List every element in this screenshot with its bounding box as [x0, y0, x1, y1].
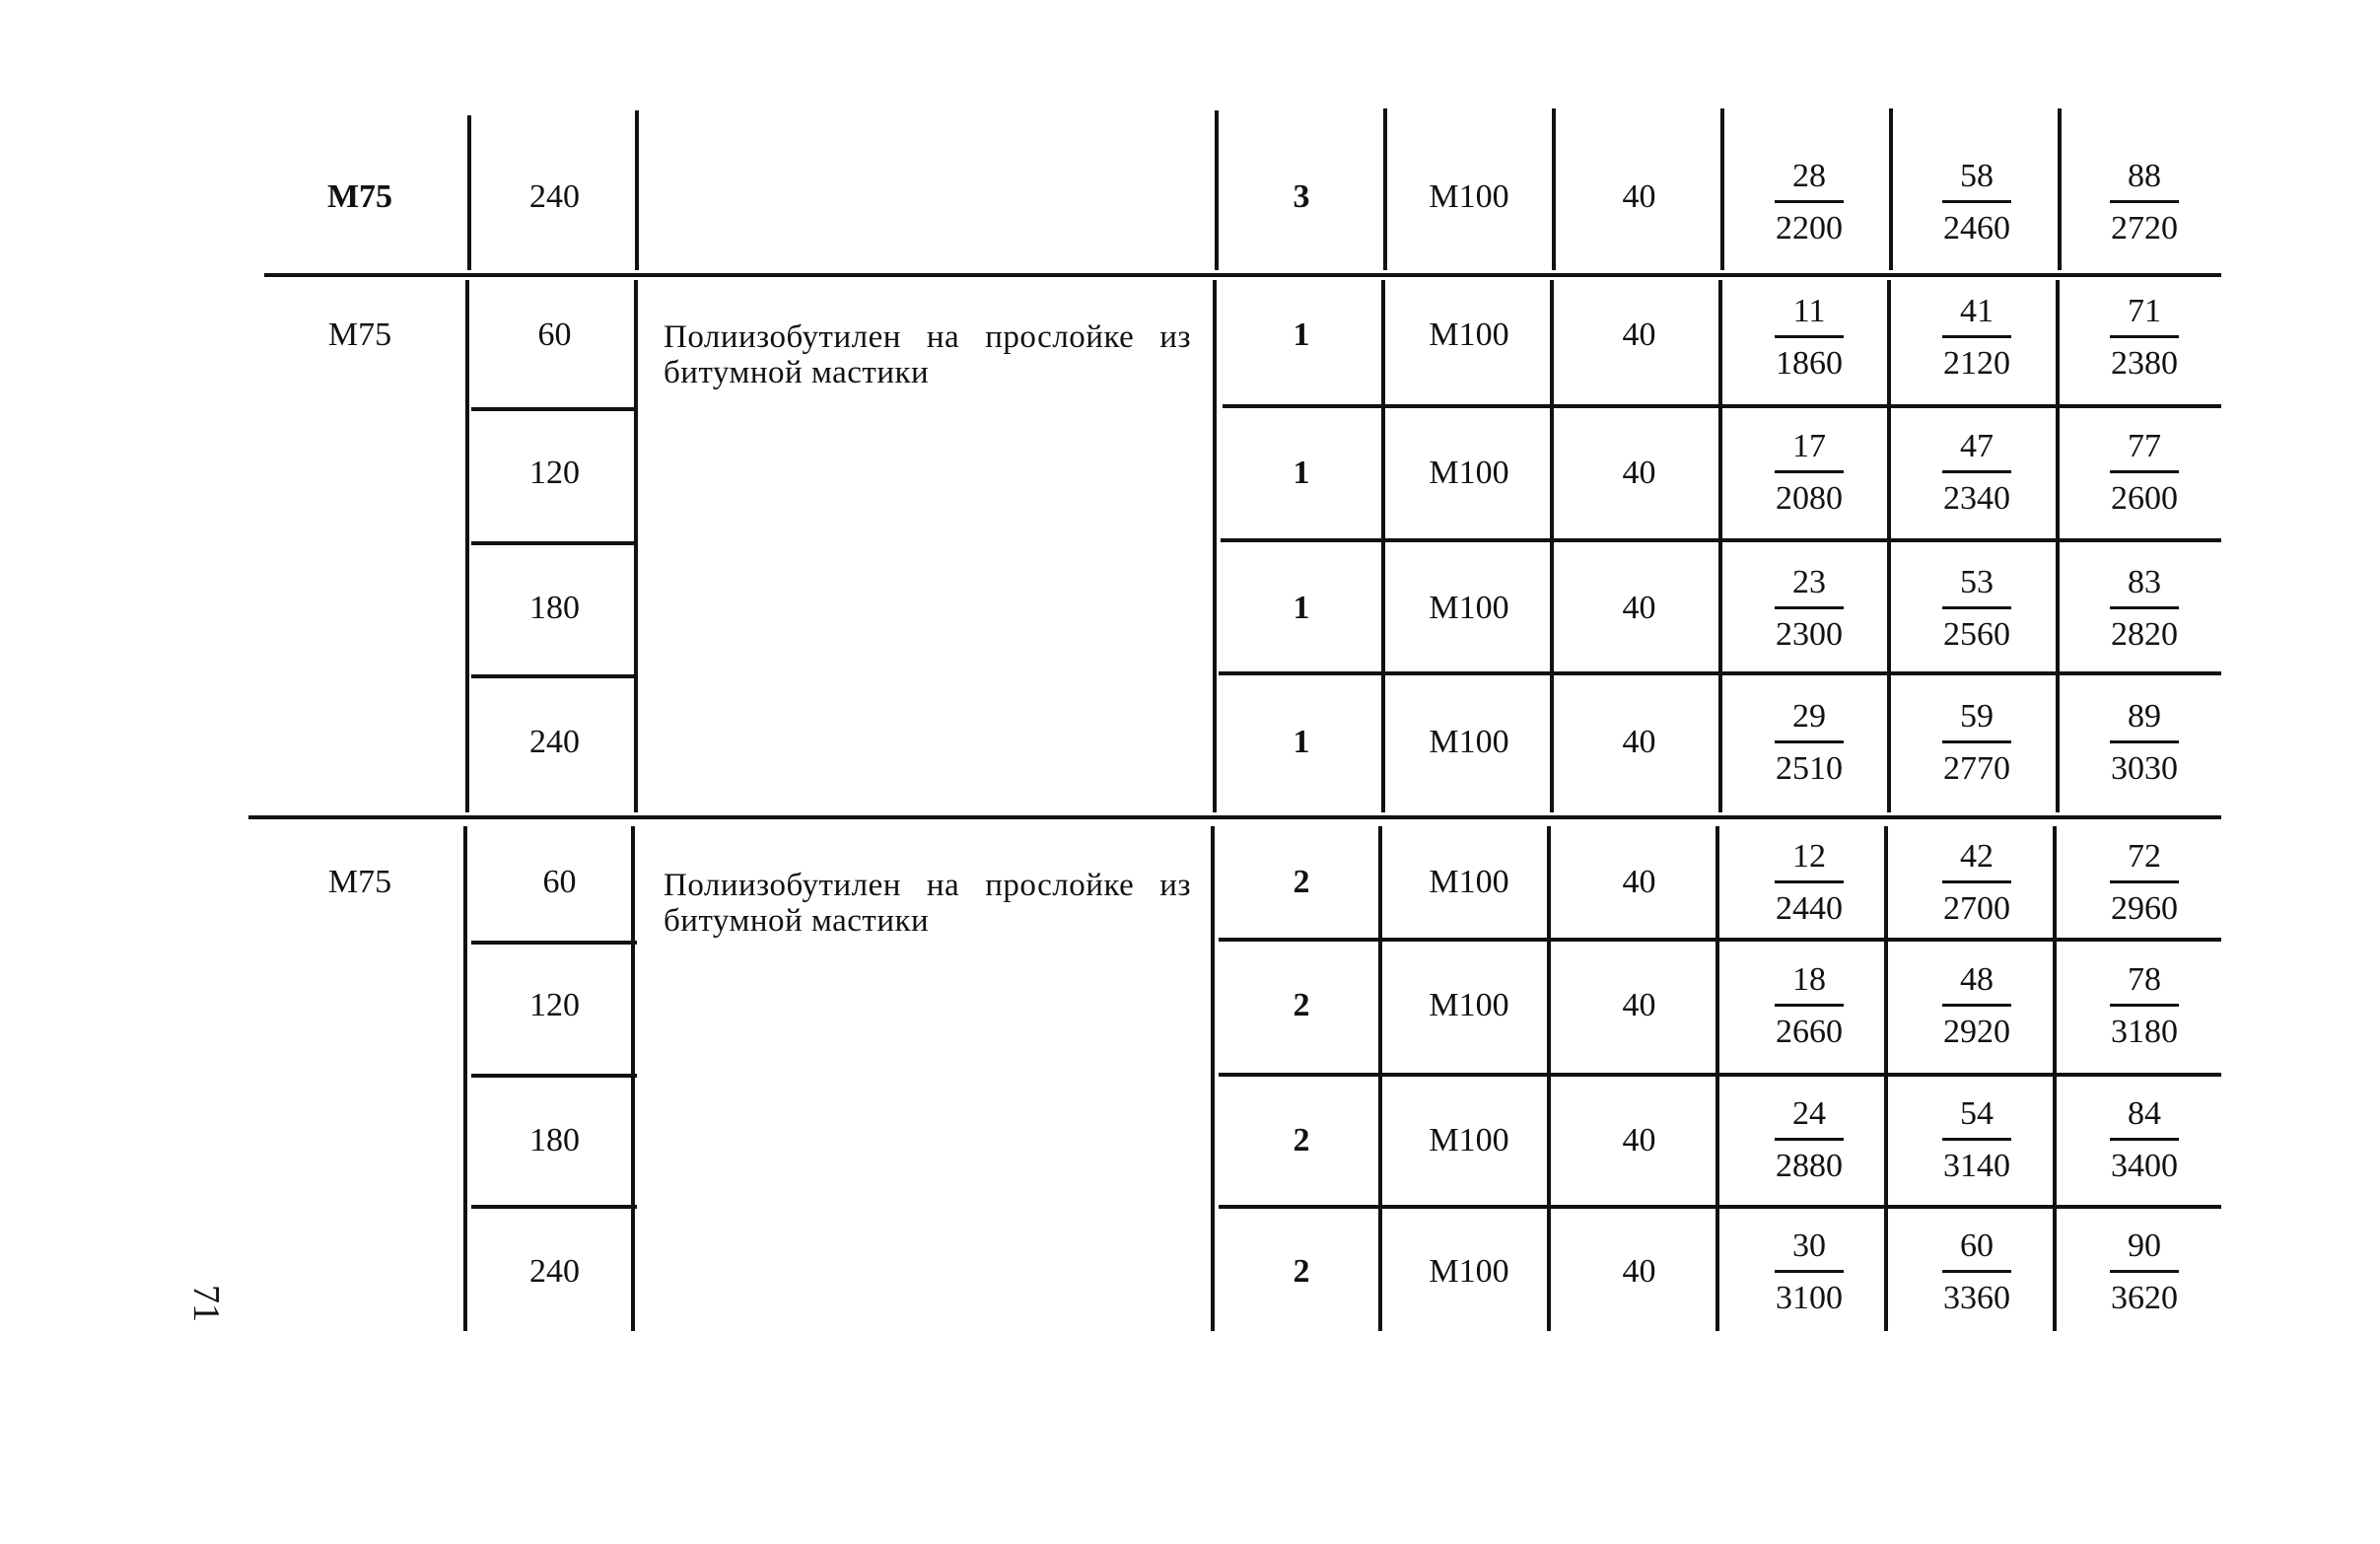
fraction-numerator: 88: [2128, 157, 2161, 194]
fraction-numerator: 89: [2128, 698, 2161, 735]
fraction-numerator: 48: [1960, 961, 1994, 998]
fraction-cell: [1893, 1084, 2061, 1197]
fraction-numerator: 84: [2128, 1095, 2161, 1132]
grade-cell: М100: [1429, 590, 1509, 626]
column-rule: [1378, 826, 1382, 1331]
fraction-denominator: 3360: [1943, 1280, 2010, 1316]
fraction-denominator: 2880: [1776, 1148, 1843, 1184]
row-divider: [471, 674, 637, 678]
fraction-cell: [2061, 416, 2228, 529]
layers-cell: 2: [1293, 1253, 1310, 1290]
brand-cell: М75: [327, 316, 392, 353]
fraction-bar: [2110, 880, 2179, 883]
grade-cell: М100: [1429, 316, 1509, 353]
fraction-numerator: 60: [1960, 1228, 1994, 1264]
fraction-bar: [1775, 1138, 1844, 1141]
fraction-numerator: 41: [1960, 293, 1994, 329]
fraction-cell: [2061, 552, 2228, 666]
fraction-bar: [1942, 740, 2011, 743]
column-rule: [467, 115, 471, 270]
fraction-bar: [1942, 606, 2011, 609]
column-rule: [2058, 108, 2062, 270]
value-cell: 40: [1622, 864, 1656, 900]
fraction-bar: [1775, 880, 1844, 883]
fraction-bar: [2110, 1270, 2179, 1273]
column-rule: [1889, 108, 1893, 270]
fraction-numerator: 23: [1792, 564, 1826, 600]
value-cell: 40: [1622, 316, 1656, 353]
fraction-numerator: 47: [1960, 428, 1994, 464]
fraction-denominator: 3620: [2111, 1280, 2178, 1316]
fraction-cell: [1893, 281, 2061, 394]
grade-cell: М100: [1429, 178, 1509, 215]
row-divider: [471, 541, 637, 545]
description-text: Полиизобутилен на прослойке из битумной мастики: [664, 319, 1191, 390]
fraction-cell: [1725, 552, 1893, 666]
fraction-cell: [1893, 686, 2061, 800]
value-cell: 40: [1622, 590, 1656, 626]
fraction-denominator: 2120: [1943, 345, 2010, 382]
column-rule: [465, 280, 469, 812]
value-cell: 40: [1622, 987, 1656, 1023]
fraction-cell: [1725, 1084, 1893, 1197]
fraction-denominator: 3140: [1943, 1148, 2010, 1184]
fraction-denominator: 2660: [1776, 1014, 1843, 1050]
fraction-cell: [2061, 826, 2228, 940]
fraction-numerator: 72: [2128, 838, 2161, 875]
fraction-bar: [1942, 1004, 2011, 1007]
column-rule: [1211, 826, 1215, 1331]
fraction-bar: [1942, 200, 2011, 203]
value-cell: 40: [1622, 1122, 1656, 1158]
fraction-denominator: 3180: [2111, 1014, 2178, 1050]
fraction-bar: [2110, 1004, 2179, 1007]
fraction-denominator: 2440: [1776, 890, 1843, 927]
row-divider: [471, 941, 637, 945]
row-divider: [1219, 1205, 2221, 1209]
grade-cell: М100: [1429, 864, 1509, 900]
fraction-numerator: 18: [1792, 961, 1826, 998]
fraction-numerator: 59: [1960, 698, 1994, 735]
column-rule: [1550, 280, 1554, 812]
fraction-cell: [2061, 949, 2228, 1063]
fraction-numerator: 24: [1792, 1095, 1826, 1132]
fraction-cell: [1893, 1216, 2061, 1329]
fraction-cell: [1725, 826, 1893, 940]
fraction-bar: [2110, 606, 2179, 609]
fraction-numerator: 30: [1792, 1228, 1826, 1264]
column-rule: [1213, 280, 1217, 812]
page-number: 71: [185, 1285, 227, 1322]
layers-cell: 1: [1293, 316, 1310, 353]
column-rule: [635, 110, 639, 270]
thickness-cell: 240: [529, 178, 580, 215]
fraction-bar: [2110, 1138, 2179, 1141]
fraction-denominator: 2560: [1943, 616, 2010, 653]
layers-cell: 3: [1293, 178, 1310, 215]
column-rule: [1887, 280, 1891, 812]
row-divider: [1219, 938, 2221, 942]
column-rule: [1718, 280, 1722, 812]
fraction-bar: [1942, 1270, 2011, 1273]
column-rule: [1552, 108, 1556, 270]
fraction-cell: [1893, 552, 2061, 666]
fraction-numerator: 78: [2128, 961, 2161, 998]
layers-cell: 2: [1293, 987, 1310, 1023]
column-rule: [1383, 108, 1387, 270]
thickness-cell: 120: [529, 987, 580, 1023]
thickness-cell: 180: [529, 1122, 580, 1158]
column-rule: [1381, 280, 1385, 812]
fraction-denominator: 2600: [2111, 480, 2178, 517]
fraction-denominator: 3100: [1776, 1280, 1843, 1316]
value-cell: 40: [1622, 1253, 1656, 1290]
grade-cell: М100: [1429, 987, 1509, 1023]
column-rule: [2056, 280, 2060, 812]
grade-cell: М100: [1429, 1122, 1509, 1158]
fraction-cell: [1725, 148, 1893, 256]
fraction-bar: [2110, 335, 2179, 338]
fraction-numerator: 12: [1792, 838, 1826, 875]
fraction-denominator: 2960: [2111, 890, 2178, 927]
thickness-cell: 240: [529, 1253, 580, 1290]
thickness-cell: 180: [529, 590, 580, 626]
fraction-denominator: 2340: [1943, 480, 2010, 517]
fraction-numerator: 11: [1792, 293, 1826, 329]
column-rule: [463, 826, 467, 1331]
fraction-numerator: 28: [1792, 157, 1826, 194]
column-rule: [1547, 826, 1551, 1331]
grade-cell: М100: [1429, 455, 1509, 491]
fraction-denominator: 2380: [2111, 345, 2178, 382]
fraction-denominator: 3400: [2111, 1148, 2178, 1184]
fraction-bar: [1942, 470, 2011, 473]
fraction-bar: [1942, 1138, 2011, 1141]
column-rule: [1215, 110, 1219, 270]
fraction-bar: [1775, 200, 1844, 203]
fraction-cell: [2061, 148, 2228, 256]
fraction-cell: [1725, 686, 1893, 800]
fraction-bar: [2110, 200, 2179, 203]
fraction-cell: [1725, 1216, 1893, 1329]
layers-cell: 2: [1293, 1122, 1310, 1158]
fraction-cell: [2061, 1084, 2228, 1197]
fraction-denominator: 1860: [1776, 345, 1843, 382]
fraction-denominator: 2510: [1776, 750, 1843, 787]
fraction-cell: [1893, 416, 2061, 529]
fraction-cell: [2061, 1216, 2228, 1329]
fraction-cell: [1725, 949, 1893, 1063]
fraction-numerator: 71: [2128, 293, 2161, 329]
fraction-bar: [1775, 335, 1844, 338]
fraction-denominator: 2700: [1943, 890, 2010, 927]
row-divider: [471, 407, 637, 411]
fraction-numerator: 17: [1792, 428, 1826, 464]
grade-cell: М100: [1429, 724, 1509, 760]
fraction-cell: [1893, 949, 2061, 1063]
thickness-cell: 120: [529, 455, 580, 491]
thickness-cell: 240: [529, 724, 580, 760]
fraction-denominator: 2080: [1776, 480, 1843, 517]
column-rule: [1884, 826, 1888, 1331]
layers-cell: 1: [1293, 590, 1310, 626]
grade-cell: М100: [1429, 1253, 1509, 1290]
fraction-bar: [1775, 1004, 1844, 1007]
value-cell: 40: [1622, 455, 1656, 491]
column-rule: [2053, 826, 2057, 1331]
fraction-cell: [1893, 148, 2061, 256]
fraction-numerator: 42: [1960, 838, 1994, 875]
fraction-bar: [2110, 470, 2179, 473]
brand-cell: М75: [327, 864, 392, 900]
fraction-cell: [2061, 281, 2228, 394]
column-rule: [1720, 108, 1724, 270]
fraction-denominator: 2720: [2111, 209, 2178, 246]
value-cell: 40: [1622, 178, 1656, 215]
fraction-cell: [2061, 686, 2228, 800]
layers-cell: 1: [1293, 455, 1310, 491]
fraction-denominator: 2770: [1943, 750, 2010, 787]
brand-cell: М75: [326, 178, 393, 215]
description-text: Полиизобутилен на прослойке из битумной мастики: [664, 868, 1191, 939]
fraction-cell: [1893, 826, 2061, 940]
group-divider: [264, 273, 2221, 277]
fraction-numerator: 77: [2128, 428, 2161, 464]
fraction-numerator: 90: [2128, 1228, 2161, 1264]
value-cell: 40: [1622, 724, 1656, 760]
fraction-bar: [2110, 740, 2179, 743]
row-divider: [471, 1074, 637, 1078]
fraction-cell: [1725, 281, 1893, 394]
fraction-denominator: 2300: [1776, 616, 1843, 653]
fraction-denominator: 3030: [2111, 750, 2178, 787]
fraction-numerator: 53: [1960, 564, 1994, 600]
fraction-bar: [1942, 335, 2011, 338]
fraction-numerator: 83: [2128, 564, 2161, 600]
fraction-denominator: 2920: [1943, 1014, 2010, 1050]
thickness-cell: 60: [537, 316, 572, 353]
column-rule: [1715, 826, 1719, 1331]
fraction-denominator: 2200: [1776, 209, 1843, 246]
fraction-cell: [1725, 416, 1893, 529]
thickness-cell: 60: [542, 864, 577, 900]
fraction-bar: [1775, 1270, 1844, 1273]
fraction-bar: [1775, 606, 1844, 609]
fraction-numerator: 58: [1960, 157, 1994, 194]
fraction-bar: [1942, 880, 2011, 883]
fraction-denominator: 2820: [2111, 616, 2178, 653]
fraction-numerator: 54: [1960, 1095, 1994, 1132]
column-rule: [631, 826, 635, 1331]
fraction-denominator: 2460: [1943, 209, 2010, 246]
layers-cell: 1: [1293, 724, 1310, 760]
layers-cell: 2: [1293, 864, 1310, 900]
row-divider: [471, 1205, 637, 1209]
fraction-bar: [1775, 470, 1844, 473]
group-divider: [248, 815, 2221, 819]
fraction-numerator: 29: [1792, 698, 1826, 735]
column-rule: [634, 280, 638, 812]
row-divider: [1219, 1073, 2221, 1077]
fraction-bar: [1775, 740, 1844, 743]
